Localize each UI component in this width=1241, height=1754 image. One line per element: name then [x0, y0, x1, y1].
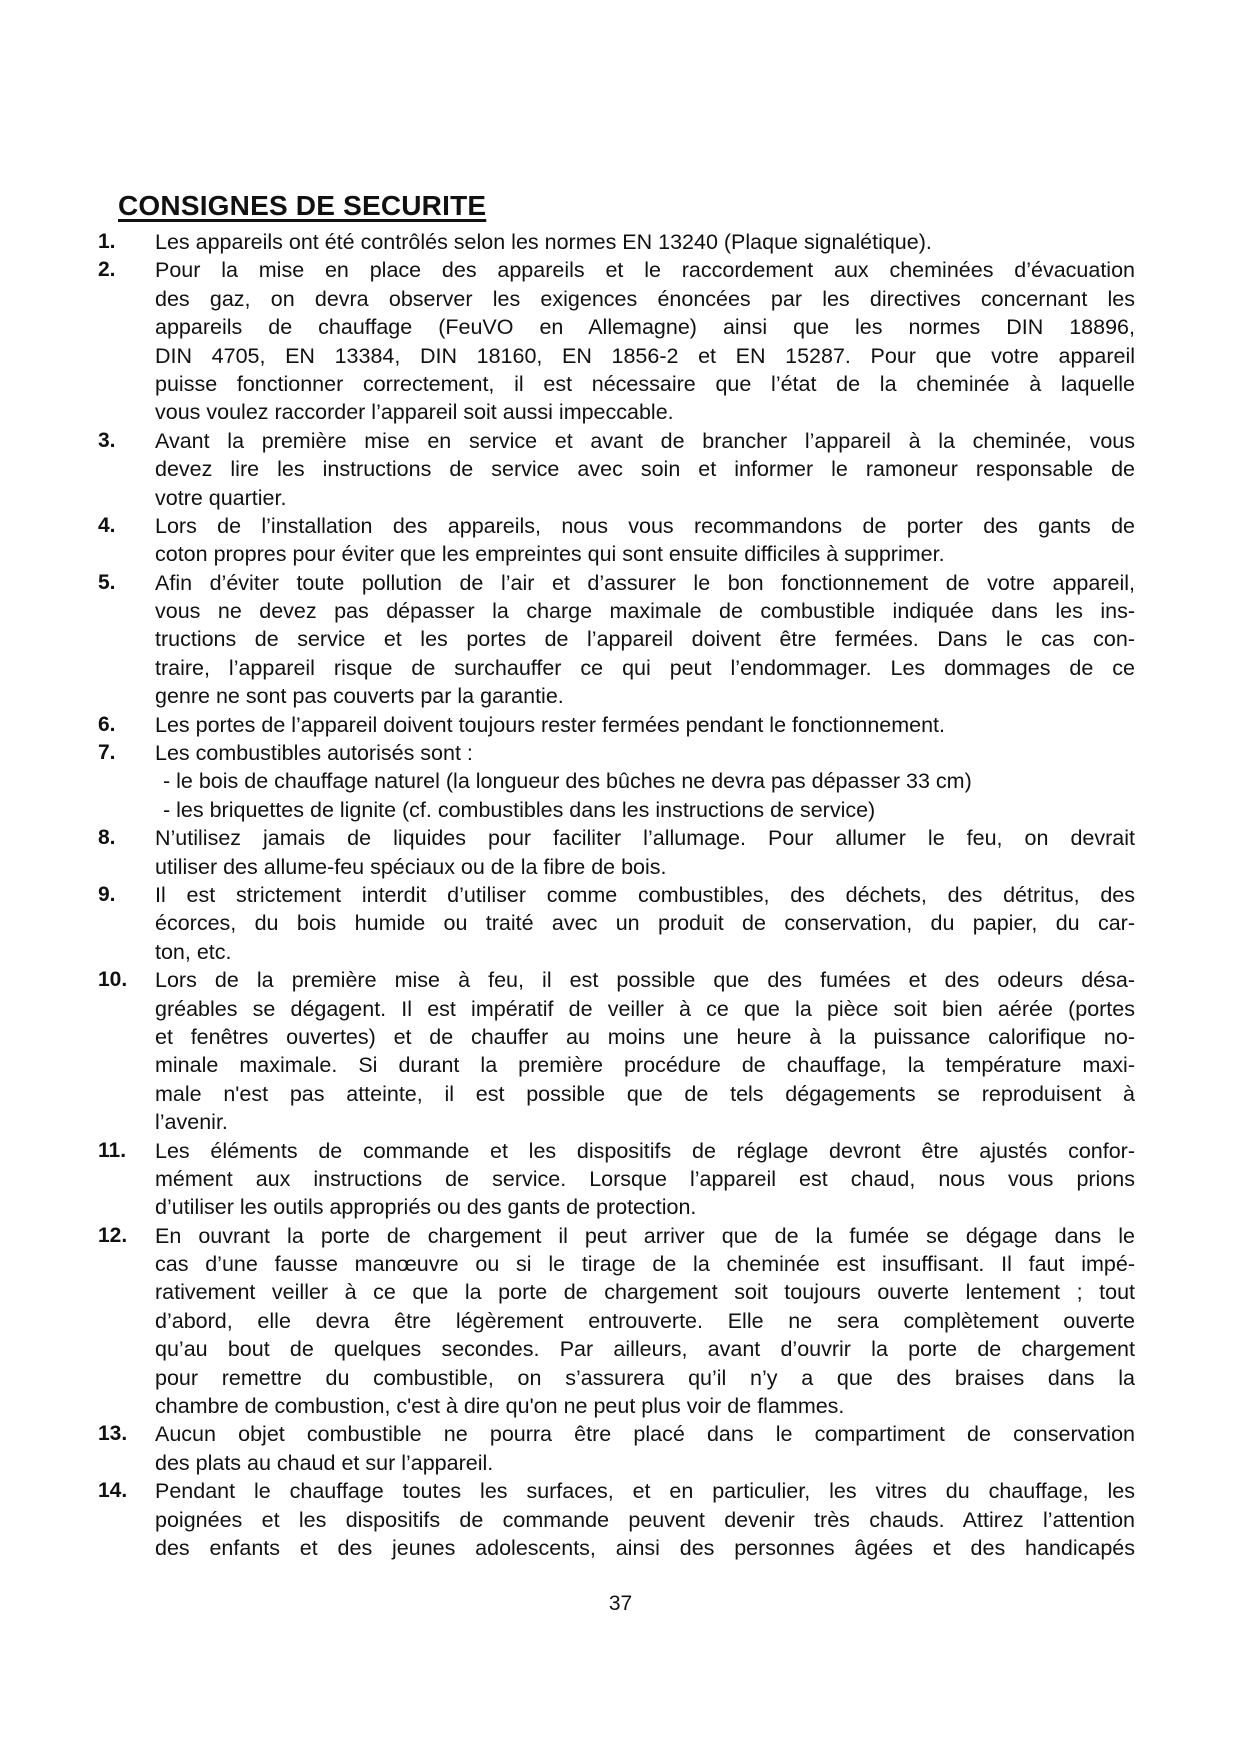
text-line: tructions de service et les portes de l’appareil doivent être fermées. Dans le cas con- [155, 627, 1135, 652]
text-line: Lors de la première mise à feu, il est possible que des fumées et des odeurs désa- [155, 968, 1135, 993]
item-number: 14. [98, 1479, 128, 1503]
item-number: 6. [98, 712, 116, 736]
item-number: 13. [98, 1422, 128, 1446]
text-line: d’abord, elle devra être légèrement entrouverte. Elle ne sera complètement ouverte [155, 1308, 1135, 1333]
text-line: N’utilisez jamais de liquides pour faciliter l’allumage. Pour allumer le feu, on devrait [155, 826, 1135, 851]
text-line: coton propres pour éviter que les empreintes qui sont ensuite difficiles à supprimer. [155, 542, 945, 567]
text-line: votre quartier. [155, 485, 287, 510]
item-number: 8. [98, 826, 116, 850]
text-line: d’utiliser les outils appropriés ou des gants de protection. [155, 1195, 697, 1220]
text-line: male n'est pas atteinte, il est possible que de tels dégagements se reproduisent à [155, 1081, 1135, 1106]
text-line: puisse fonctionner correctement, il est nécessaire que l’état de la cheminée à laquelle [155, 371, 1135, 396]
list-item [0, 569, 1241, 711]
text-line: gréables se dégagent. Il est impératif de veiller à ce que la pièce soit bien aérée (portes [155, 996, 1135, 1021]
item-number: 12. [98, 1223, 128, 1247]
text-line: vous voulez raccorder l’appareil soit aussi impeccable. [155, 400, 674, 425]
text-line: pour remettre du combustible, on s’assurera qu’il n’y a que des braises dans la [155, 1365, 1135, 1390]
text-line: poignées et les dispositifs de commande peuvent devenir très chauds. Attirez l’attention [155, 1507, 1135, 1532]
text-line: appareils de chauffage (FeuVO en Allemagne) ainsi que les normes DIN 18896, [155, 315, 1135, 340]
item-number: 7. [98, 741, 116, 765]
item-number: 5. [98, 570, 116, 594]
list-item [0, 881, 1241, 966]
page-title: CONSIGNES DE SECURITE [118, 190, 487, 221]
item-number: 11. [98, 1138, 127, 1162]
page-number: 37 [608, 1592, 633, 1615]
text-line: rativement veiller à ce que la porte de chargement soit toujours ouverte lentement ; tout [155, 1280, 1135, 1305]
text-line: mément aux instructions de service. Lorsque l’appareil est chaud, nous vous prions [155, 1166, 1135, 1191]
text-line: devez lire les instructions de service avec soin et informer le ramoneur responsable de [155, 457, 1135, 482]
item-number: 9. [98, 882, 116, 906]
text-line: Lors de l’installation des appareils, nous vous recommandons de porter des gants de [155, 513, 1135, 538]
text-line: des enfants et des jeunes adolescents, ainsi des personnes âgées et des handicapés [155, 1535, 1135, 1560]
list-item [0, 711, 1241, 739]
text-line: Avant la première mise en service et avant de brancher l’appareil à la cheminée, vous [155, 428, 1135, 453]
list-item [0, 1420, 1241, 1477]
text-line: traire, l’appareil risque de surchauffer ce qui peut l’endommager. Les dommages de ce [155, 655, 1135, 680]
list-item [0, 228, 1241, 256]
text-line: vous ne devez pas dépasser la charge maximale de combustible indiquée dans les ins- [155, 599, 1135, 624]
text-line: Il est strictement interdit d’utiliser comme combustibles, des déchets, des détritus, des [155, 882, 1135, 907]
item-number: 4. [98, 513, 116, 537]
item-number: 3. [98, 428, 116, 452]
text-line: et fenêtres ouvertes) et de chauffer au moins une heure à la puissance calorifique no- [155, 1024, 1135, 1049]
list-item [0, 512, 1241, 569]
list-item [0, 824, 1241, 881]
text-line: cas d’une fausse manœuvre ou si le tirage de la cheminée est insuffisant. Il faut impé- [155, 1252, 1135, 1277]
text-line: des gaz, on devra observer les exigences énoncées par les directives concernant les [155, 286, 1135, 311]
text-line: ton, etc. [155, 939, 232, 964]
text-line: qu’au bout de quelques secondes. Par ailleurs, avant d’ouvrir la porte de chargement [155, 1337, 1135, 1362]
list-item [0, 427, 1241, 512]
text-line: l’avenir. [155, 1110, 228, 1135]
text-line: utiliser des allume-feu spéciaux ou de la fibre de bois. [155, 854, 667, 879]
safety-instructions-list [0, 228, 1241, 1562]
item-number: 1. [98, 230, 116, 253]
text-line: En ouvrant la porte de chargement il peut arriver que de la fumée se dégage dans le [155, 1223, 1135, 1248]
text-line: genre ne sont pas couverts par la garantie. [155, 684, 564, 709]
text-line: Pour la mise en place des appareils et le raccordement aux cheminées d’évacuation [155, 258, 1135, 283]
list-item [0, 966, 1241, 1136]
text-line: Les combustibles autorisés sont : [155, 741, 473, 766]
list-item [0, 739, 1241, 824]
text-line: Les portes de l’appareil doivent toujours rester fermées pendant le fonctionnement. [155, 712, 945, 737]
text-line: Les éléments de commande et les dispositifs de réglage devront être ajustés confor- [155, 1138, 1135, 1163]
text-line: chambre de combustion, c'est à dire qu'on ne peut plus voir de flammes. [155, 1394, 845, 1419]
text-line: Les appareils ont été contrôlés selon les normes EN 13240 (Plaque signalétique). [155, 230, 932, 254]
item-number: 2. [98, 258, 116, 282]
bullet-line: - les briquettes de lignite (cf. combustibles dans les instructions de service) [163, 797, 876, 822]
list-item [0, 1222, 1241, 1421]
text-line: Pendant le chauffage toutes les surfaces, et en particulier, les vitres du chauffage, les [155, 1479, 1135, 1504]
text-line: DIN 4705, EN 13384, DIN 18160, EN 1856-2 et EN 15287. Pour que votre appareil [155, 343, 1135, 368]
text-line: des plats au chaud et sur l’appareil. [155, 1450, 494, 1475]
item-number: 10. [98, 968, 128, 992]
text-line: Aucun objet combustible ne pourra être placé dans le compartiment de conservation [155, 1422, 1135, 1447]
list-item [0, 1137, 1241, 1222]
text-line: Afin d’éviter toute pollution de l’air et d’assurer le bon fonctionnement de votre appareil, [155, 570, 1135, 595]
list-item [0, 1477, 1241, 1562]
list-item [0, 256, 1241, 426]
bullet-line: - le bois de chauffage naturel (la longueur des bûches ne devra pas dépasser 33 cm) [163, 769, 972, 794]
text-line: minale maximale. Si durant la première procédure de chauffage, la température maxi- [155, 1053, 1135, 1078]
text-line: écorces, du bois humide ou traité avec un produit de conservation, du papier, du car- [155, 911, 1135, 936]
